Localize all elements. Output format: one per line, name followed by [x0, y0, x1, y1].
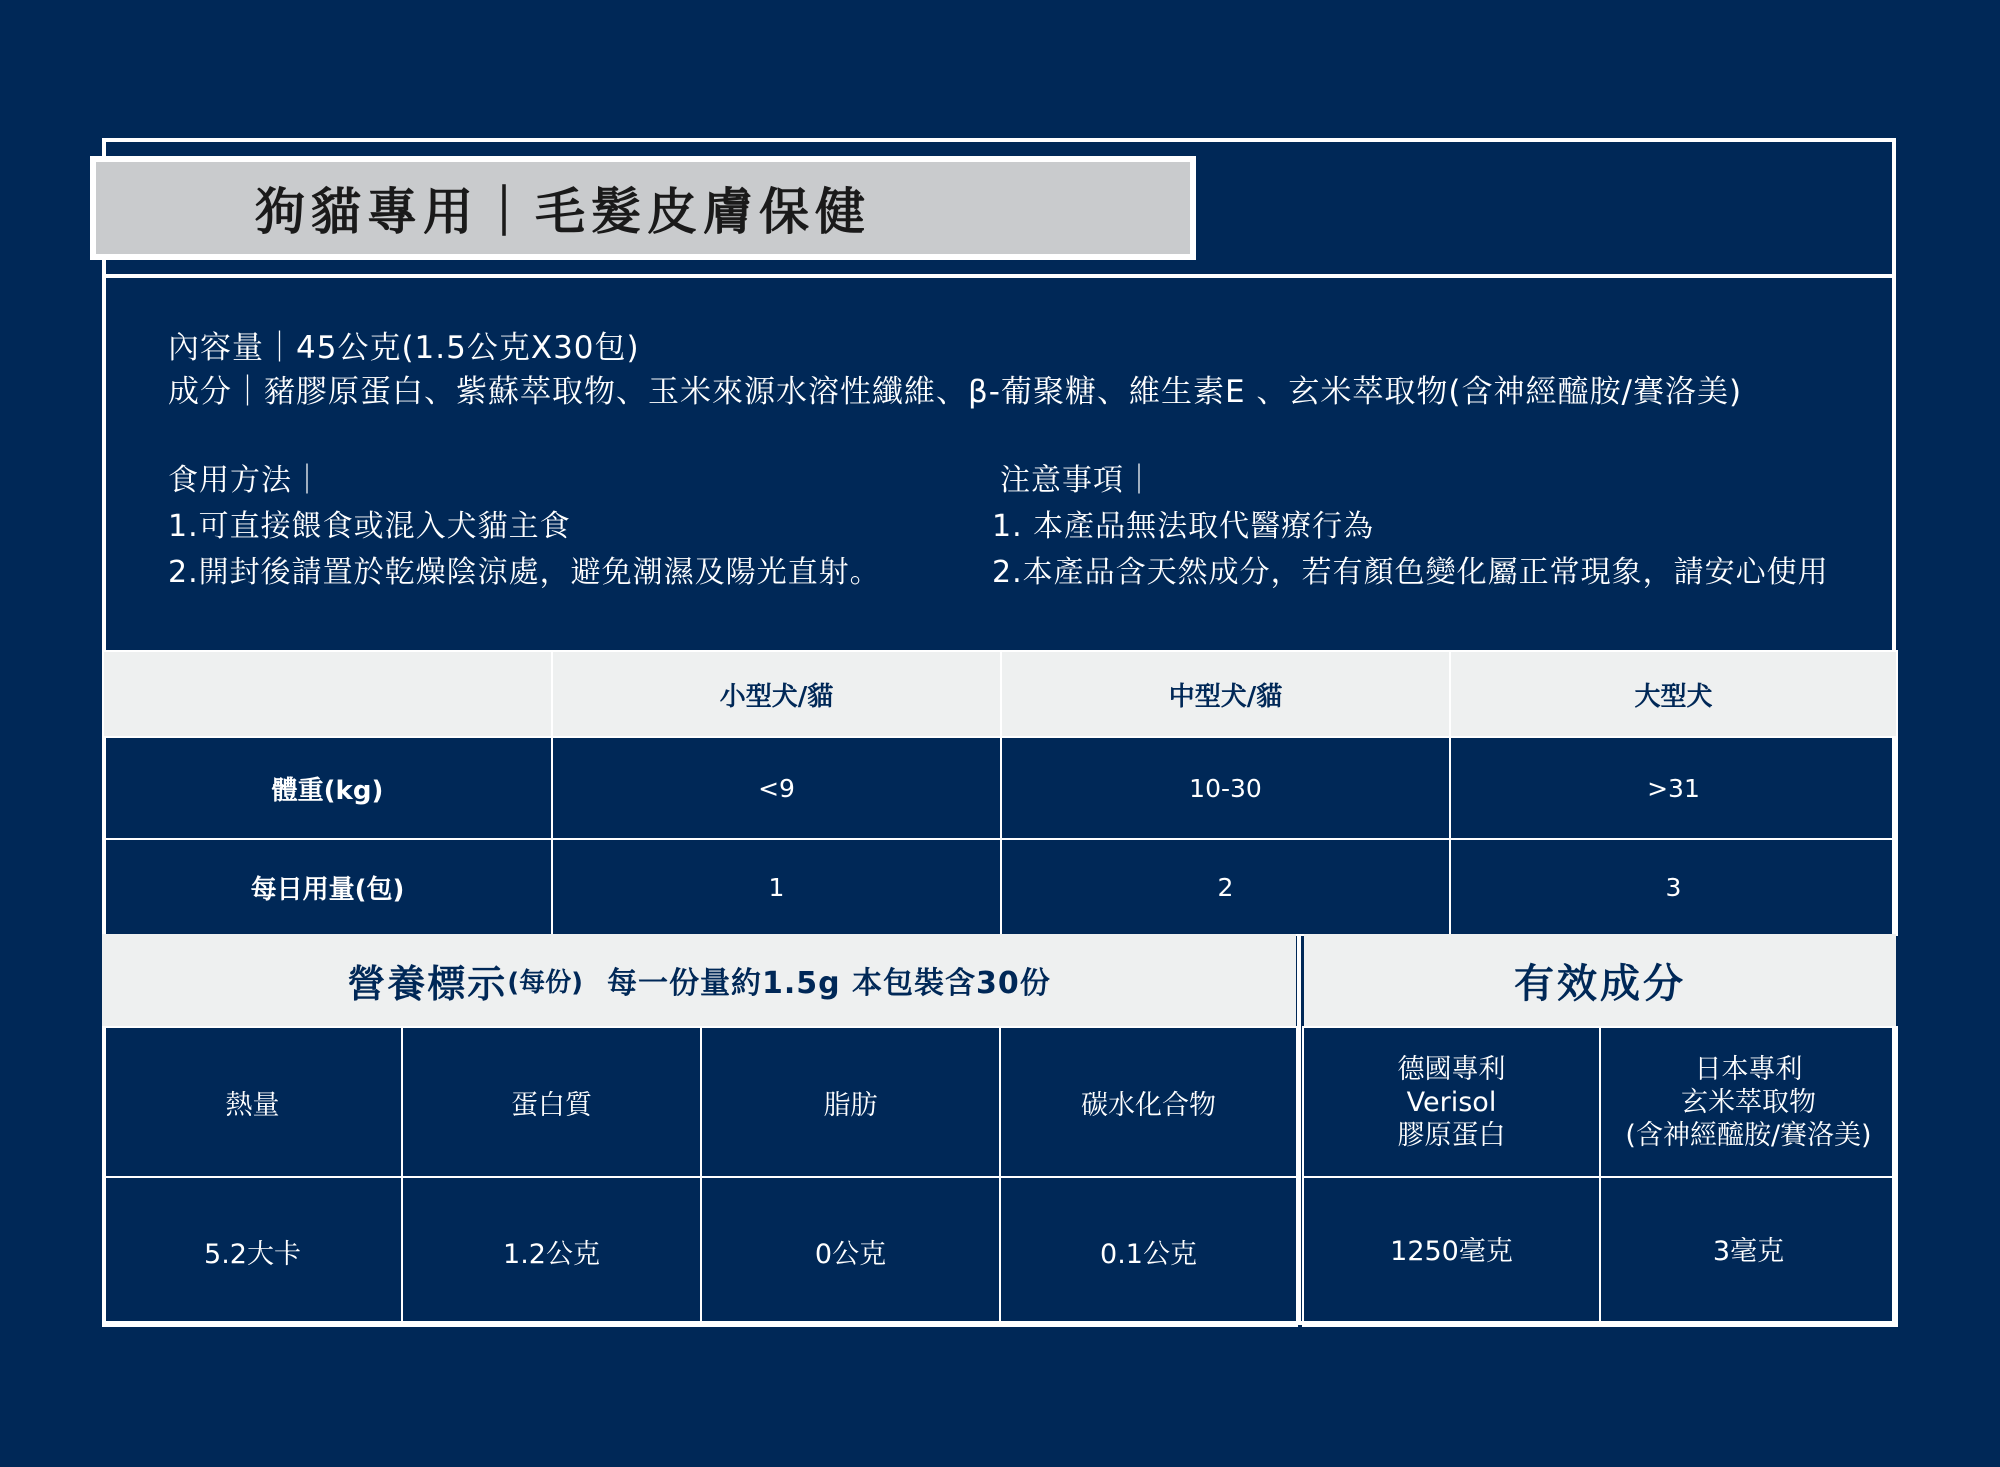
- dosage-table: [102, 650, 1898, 936]
- active-header-line: 膠原蛋白: [1397, 1119, 1506, 1151]
- active-value-row: [1303, 1177, 1897, 1326]
- active-band: [1304, 934, 1896, 1026]
- nutrition-value-row: [103, 1177, 1297, 1326]
- nutrition-value: 0公克: [701, 1177, 1000, 1326]
- active-header-row: [1303, 1027, 1897, 1177]
- nutrition-value: 1.2公克: [402, 1177, 701, 1326]
- table-cell: 3: [1450, 839, 1897, 935]
- dosage-header-small: 小型犬/貓: [552, 651, 1001, 737]
- dosage-header-empty: [103, 651, 552, 737]
- active-value: 1250毫克: [1303, 1177, 1600, 1326]
- section-divider: [1297, 934, 1301, 1325]
- nutrition-value: 5.2大卡: [103, 1177, 402, 1326]
- notes-heading: 注意事項｜: [1000, 463, 1155, 498]
- active-header-line: 日本專利: [1694, 1053, 1803, 1085]
- title-divider: [102, 274, 1196, 278]
- nutrition-table: [102, 1026, 1298, 1327]
- active-header: [1600, 1027, 1897, 1177]
- usage-section: [168, 458, 881, 596]
- nutrition-header: 脂肪: [701, 1027, 1000, 1177]
- table-cell: 1: [552, 839, 1001, 935]
- table-row: [103, 839, 1897, 935]
- nutrition-value: 0.1公克: [1000, 1177, 1297, 1326]
- table-cell: <9: [552, 737, 1001, 839]
- title-divider-right: [1196, 274, 1896, 278]
- row-label: 體重(kg): [103, 737, 552, 839]
- active-header-line: (含神經醯胺/賽洛美): [1625, 1119, 1872, 1151]
- dosage-header-large: 大型犬: [1450, 651, 1897, 737]
- dosage-header-row: [103, 651, 1897, 737]
- nutrition-header: 熱量: [103, 1027, 402, 1177]
- usage-heading: 食用方法｜: [168, 463, 323, 498]
- usage-item: 1.可直接餵食或混入犬貓主食: [168, 509, 571, 544]
- active-header: [1303, 1027, 1600, 1177]
- nutrition-header: 蛋白質: [402, 1027, 701, 1177]
- dosage-header-medium: 中型犬/貓: [1001, 651, 1450, 737]
- nutrition-serving-note: 每一份量約1.5g 本包裝含30份: [606, 966, 1051, 1001]
- notes-section: [992, 458, 1829, 596]
- table-row: [103, 737, 1897, 839]
- active-header-line: 德國專利: [1397, 1053, 1506, 1085]
- active-title: 有效成分: [1514, 960, 1686, 1007]
- active-value: 3毫克: [1600, 1177, 1897, 1326]
- notes-item: 1. 本產品無法取代醫療行為: [992, 509, 1375, 544]
- table-cell: 2: [1001, 839, 1450, 935]
- ingredients-line: 成分｜豬膠原蛋白、紫蘇萃取物、玉米來源水溶性纖維、β-葡聚糖、維生素E 、玄米萃取物(含神經醯胺/賽洛美): [168, 374, 1743, 410]
- nutrition-band: [102, 934, 1296, 1026]
- row-label: 每日用量(包): [103, 839, 552, 935]
- title-banner: [90, 156, 1196, 260]
- nutrition-per: (每份): [507, 967, 583, 998]
- usage-item: 2.開封後請置於乾燥陰涼處，避免潮濕及陽光直射。: [168, 555, 881, 590]
- active-table: [1302, 1026, 1898, 1327]
- nutrition-header-row: [103, 1027, 1297, 1177]
- nutrition-title: 營養標示: [347, 961, 508, 1006]
- nutrition-header: 碳水化合物: [1000, 1027, 1297, 1177]
- notes-item: 2.本產品含天然成分，若有顏色變化屬正常現象，請安心使用: [992, 555, 1829, 590]
- active-header-line: 玄米萃取物: [1681, 1086, 1816, 1118]
- content-line: 內容量｜45公克(1.5公克X30包): [168, 330, 640, 366]
- page-title: 狗貓專用｜毛髮皮膚保健: [255, 183, 871, 241]
- table-cell: >31: [1450, 737, 1897, 839]
- table-cell: 10-30: [1001, 737, 1450, 839]
- active-header-line: Verisol: [1406, 1086, 1497, 1118]
